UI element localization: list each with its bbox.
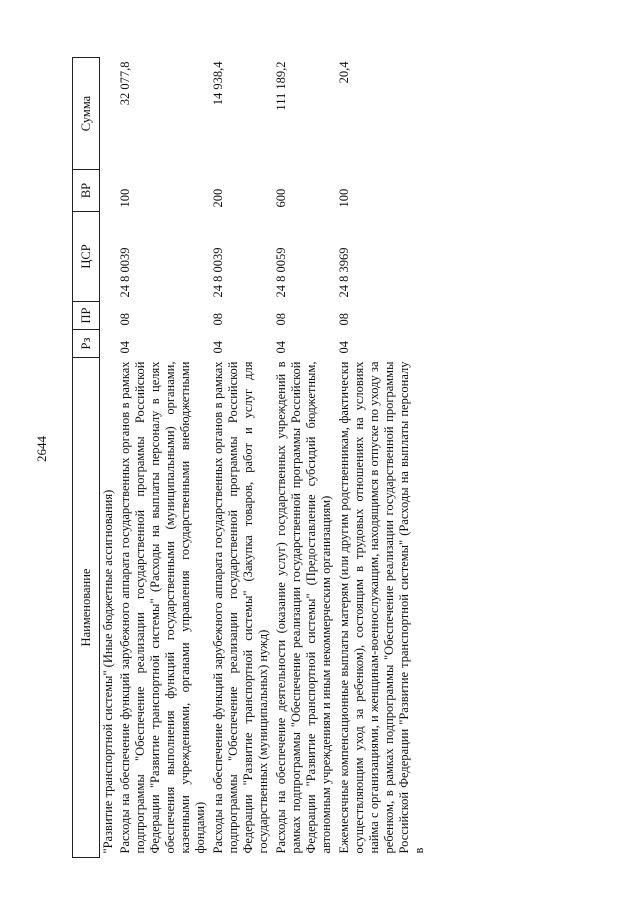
continuation-text: "Развитие транспортной системы" (Иные бюджетные ассигнования) (101, 489, 115, 854)
page-number: 2644 (34, 436, 49, 462)
row-sum: 20,4 (337, 61, 351, 84)
row-name: Расходы на обеспечение функций зарубежного аппарата государственных органов в рамках подпрограммы "Обеспечение реализации государственной программы Российской Федерации "Развитие транспортной системы" (Расходы на выплаты персоналу в целях обеспечения выполнения функций государственными (муниципальными) органами, казенными учреждениями, органами управления государственными внебюджетными фондами) (118, 361, 207, 854)
row-rz: 04 (118, 341, 132, 354)
row-pr: 08 (274, 313, 288, 326)
row-pr: 08 (118, 313, 132, 326)
header-name: Наименование (73, 358, 100, 858)
row-vr: 200 (211, 188, 225, 208)
header-rz: Рз (73, 330, 100, 358)
row-rz: 04 (337, 341, 351, 354)
continuation-row (100, 58, 118, 858)
header-csr: ЦСР (73, 212, 100, 302)
table-row (117, 58, 210, 858)
header-pr: ПР (73, 302, 100, 330)
row-vr: 100 (337, 188, 351, 208)
row-name: Расходы на обеспечение функций зарубежного аппарата государственных органов в рамках подпрограммы "Обеспечение реализации государственной программы Российской Федерации "Развитие транспортной системы" (Закупка товаров, работ и услуг для государственных (муниципальных) нужд) (211, 361, 270, 854)
row-vr: 100 (118, 188, 132, 208)
table-row (273, 58, 336, 858)
row-name: Ежемесячные компенсационные выплаты матерям (или другим родственникам, фактически осуществляющим уход за ребенком), состоящим в трудовых отношениях на условиях найма с организациями, и женщинам-военнослужащим, находящимся в отпуске по уходу за ребенком, в рамках подпрограммы "Обеспечение реализации государственной программы Российской Федерации "Развитие транспортной системы" (Расходы на выплаты персоналу в (337, 361, 426, 854)
row-sum: 14 938,4 (211, 61, 225, 106)
budget-table (72, 57, 429, 858)
row-csr: 24 8 3969 (337, 247, 351, 298)
row-csr: 24 8 0039 (211, 247, 225, 298)
row-sum: 32 077,8 (118, 61, 132, 106)
row-rz: 04 (211, 341, 225, 354)
row-vr: 600 (274, 188, 288, 208)
table-header-row (73, 58, 100, 858)
row-name: Расходы на обеспечение деятельности (оказание услуг) государственных учреждений в рамках подпрограммы "Обеспечение реализации государственной программы Российской Федерации "Развитие транспортной системы" (Предоставление субсидий бюджетным, автономным учреждениям и иным некоммерческим организациям) (274, 361, 333, 854)
table-row (336, 58, 429, 858)
row-csr: 24 8 0059 (274, 247, 288, 298)
table-row (210, 58, 273, 858)
row-rz: 04 (274, 341, 288, 354)
row-pr: 08 (337, 313, 351, 326)
header-sum: Сумма (73, 58, 100, 170)
row-csr: 24 8 0039 (118, 247, 132, 298)
header-vr: ВР (73, 170, 100, 212)
rotated-page-content (72, 58, 429, 858)
row-pr: 08 (211, 313, 225, 326)
row-sum: 111 189,2 (274, 61, 288, 111)
